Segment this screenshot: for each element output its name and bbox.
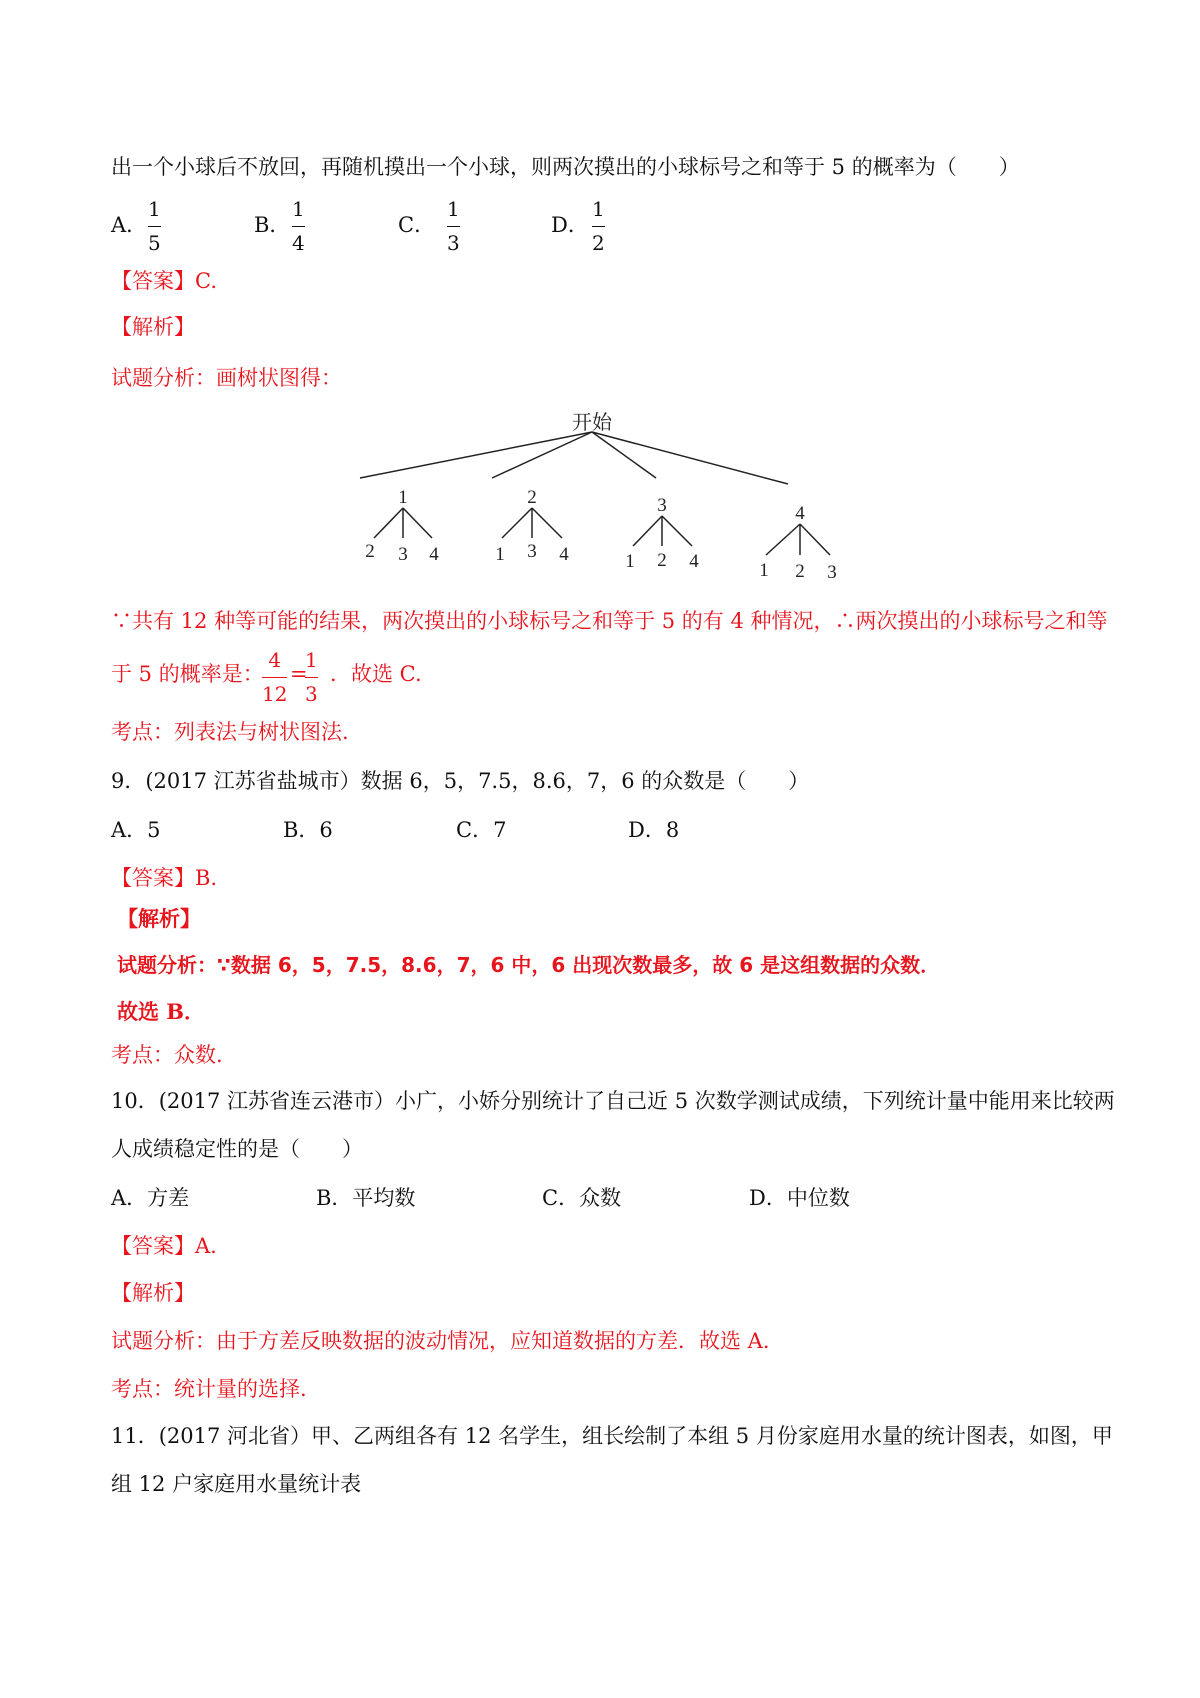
tree-edges [360, 432, 830, 555]
q8-explanation-equals: = [290, 662, 308, 686]
tree-leaf: 2 [365, 541, 375, 562]
q8-option-c-fraction [447, 198, 460, 254]
q11-stem-line2: 组 12 户家庭用水量统计表 [111, 1472, 362, 1496]
q8-kaodian: 考点：列表法与树状图法. [111, 720, 349, 744]
tree-branch-2: 2 [527, 487, 537, 508]
q9-analysis-label: 【解析】 [117, 906, 201, 931]
tree-leaf: 4 [689, 551, 699, 572]
denominator: 12 [262, 682, 288, 706]
tree-branch-1: 1 [398, 487, 408, 508]
q10-option-d: D．中位数 [749, 1186, 850, 1210]
tree-leaf: 1 [625, 551, 635, 572]
q9-kaodian: 考点：众数. [111, 1043, 223, 1067]
q9-option-c: C．7 [456, 818, 507, 842]
numerator: 1 [305, 648, 318, 672]
q10-kaodian: 考点：统计量的选择. [111, 1377, 307, 1401]
q8-explanation-fraction-2 [305, 649, 318, 705]
numerator: 1 [148, 197, 161, 221]
q9-stem: 9．(2017 江苏省盐城市）数据 6，5，7.5，8.6，7，6 的众数是（ ） [111, 769, 810, 793]
numerator: 1 [447, 197, 460, 221]
q8-answer: 【答案】C. [111, 269, 217, 293]
tree-leaf: 2 [657, 550, 667, 571]
q8-explanation-line1: ∵共有 12 种等可能的结果，两次摸出的小球标号之和等于 5 的有 4 种情况，∴两次摸出的小球标号之和等 [111, 609, 1108, 633]
denominator: 2 [592, 231, 605, 255]
q8-explanation-prefix: 于 5 的概率是： [111, 662, 264, 686]
q9-option-a: A．5 [111, 818, 161, 842]
q9-answer: 【答案】B. [111, 866, 218, 890]
denominator: 4 [292, 231, 305, 255]
tree-leaf: 4 [559, 544, 569, 565]
denominator: 3 [305, 682, 318, 706]
tree-leaf: 2 [795, 561, 805, 582]
q8-analysis-label: 【解析】 [111, 315, 195, 339]
q10-option-c: C．众数 [542, 1186, 622, 1210]
tree-leaf: 1 [759, 560, 769, 581]
q9-option-d: D．8 [628, 818, 680, 842]
q11-stem-line1: 11．(2017 河北省）甲、乙两组各有 12 名学生，组长绘制了本组 5 月份家庭用水量的统计图表，如图，甲 [111, 1424, 1113, 1448]
tree-leaf: 3 [527, 541, 537, 562]
q9-option-b: B．6 [283, 818, 333, 842]
q8-option-c-letter: C． [398, 213, 436, 237]
q10-option-a: A．方差 [111, 1186, 190, 1210]
q9-analysis: 试题分析：∵数据 6，5，7.5，8.6，7，6 中，6 出现次数最多，故 6 是这组数据的众数． [117, 953, 941, 977]
q8-analysis-intro: 试题分析：画树状图得： [111, 366, 342, 390]
tree-branch-4: 4 [795, 503, 805, 524]
q8-explanation-suffix: ．故选 C. [330, 662, 422, 686]
q8-option-a-letter: A． [111, 213, 148, 237]
q8-option-a-fraction [148, 198, 161, 254]
q10-answer: 【答案】A. [111, 1234, 217, 1258]
tree-leaf: 3 [827, 562, 837, 583]
q8-option-d-fraction [592, 198, 605, 254]
tree-leaf: 4 [429, 544, 439, 565]
q10-analysis: 试题分析：由于方差反映数据的波动情况，应知道数据的方差．故选 A. [111, 1329, 770, 1353]
numerator: 4 [268, 648, 282, 672]
q8-option-b-fraction [292, 198, 305, 254]
q10-option-b: B．平均数 [316, 1186, 416, 1210]
probability-tree-diagram [340, 410, 860, 595]
q8-option-b-letter: B． [254, 213, 291, 237]
q8-option-d-letter: D． [551, 213, 589, 237]
q10-analysis-label: 【解析】 [111, 1281, 195, 1305]
q10-stem-line1: 10．(2017 江苏省连云港市）小广，小娇分别统计了自己近 5 次数学测试成绩，下列统计量中能用来比较两 [111, 1089, 1115, 1113]
q10-stem-line2: 人成绩稳定性的是（ ） [111, 1137, 363, 1161]
tree-leaf: 3 [398, 544, 408, 565]
tree-root: 开始 [572, 410, 612, 434]
tree-branch-3: 3 [657, 495, 667, 516]
q8-stem: 出一个小球后不放回，再随机摸出一个小球，则两次摸出的小球标号之和等于 5 的概率为（ ） [111, 155, 1020, 179]
q9-choice: 故选 B． [117, 999, 206, 1024]
numerator: 1 [592, 197, 605, 221]
denominator: 5 [148, 231, 161, 255]
q8-explanation-fraction-1 [262, 649, 287, 705]
denominator: 3 [447, 231, 460, 255]
numerator: 1 [292, 197, 305, 221]
tree-leaf: 1 [495, 544, 505, 565]
